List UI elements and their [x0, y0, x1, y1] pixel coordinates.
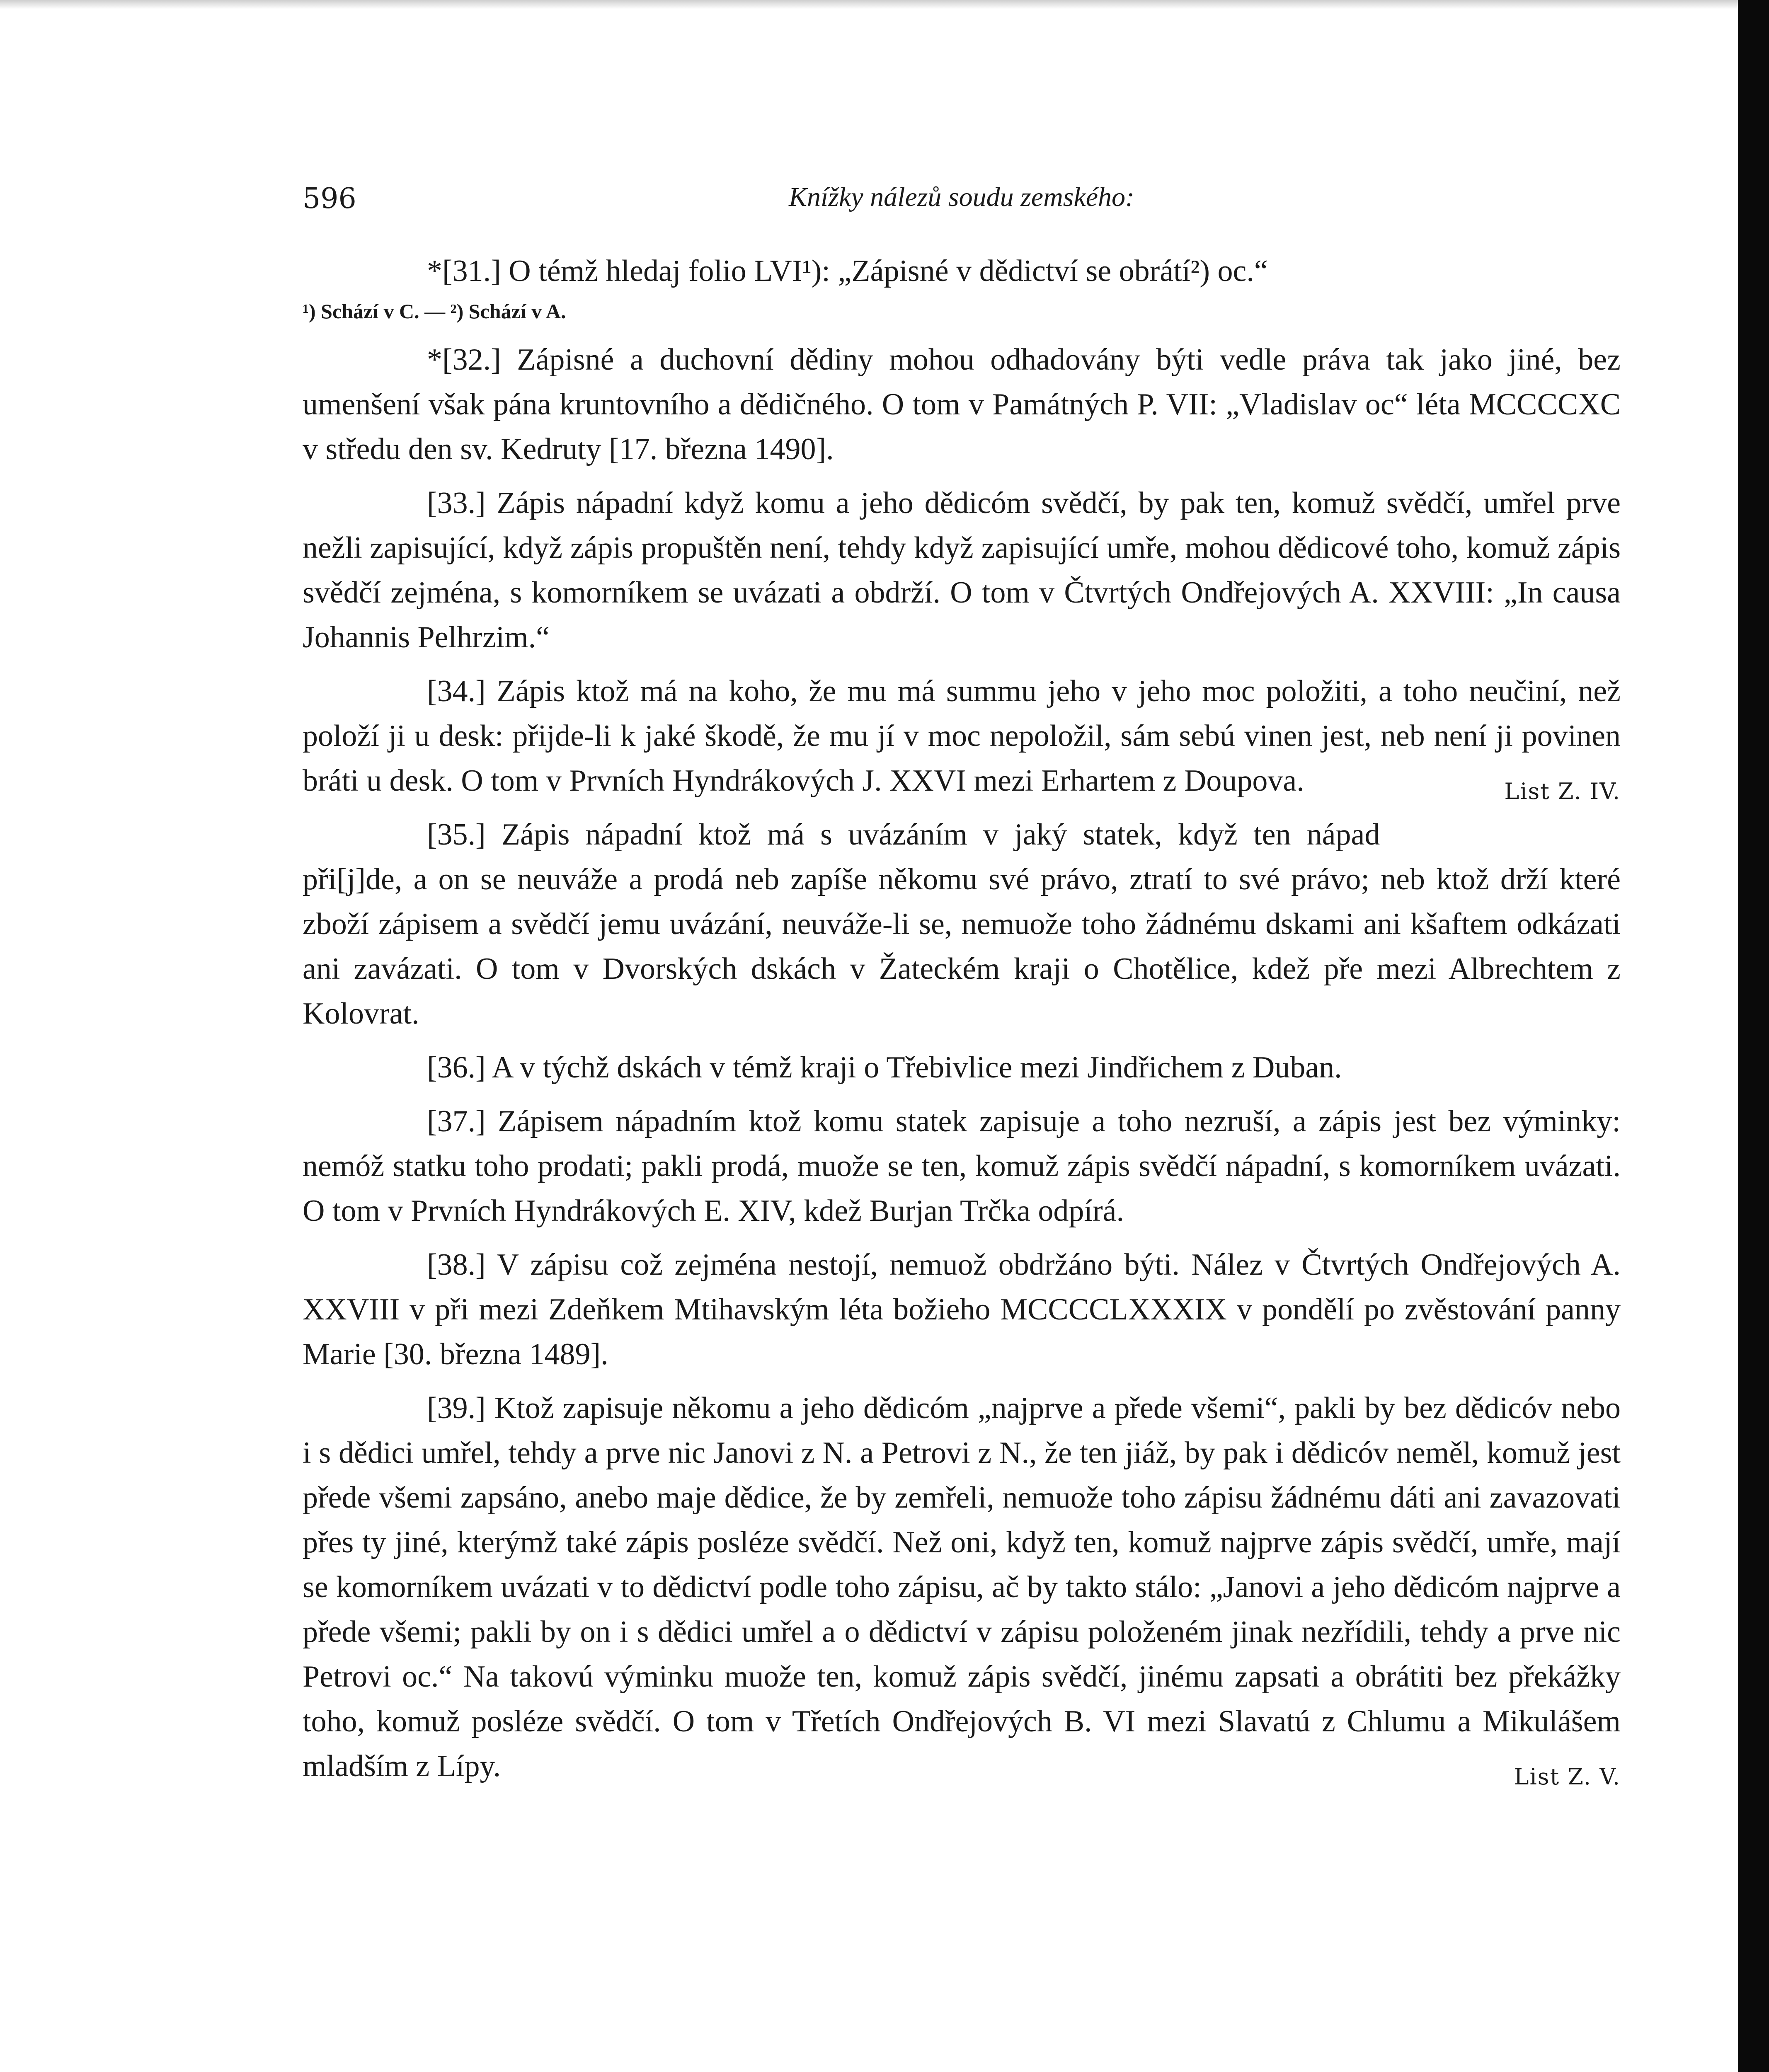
paragraph-39: [39.] Ktož zapisuje někomu a jeho dědicóm „najprve a přede všemi“, pakli by bez dědicóv nebo i s dědici umřel, tehdy a prve nic Janovi z N. a Petrovi z N., že ten jiáž, by pak i dědicóv neměl, komuž jest přede všemi zapsáno, anebo maje dědice, že by zemřeli, nemuože toho zápisu žádnému dáti ani zavazovati přes ty jiné, kterýmž také zápis posléze svědčí. Než oni, když ten, komuž najprve zápis svědčí, umře, mají se komorníkem uvázati v to dědictví podle toho zápisu, ač by takto stálo: „Janovi a jeho dědicóm najprve a přede všemi; pakli by on i s dědici umřel a o dědictví v zápisu položeném jinak nezřídili, tehdy a prve nic Petrovi oc.“ Na takovú výminku muože ten, komuž zápis svědčí, jinému zapsati a obrátiti bez překážky toho, komuž posléze svědčí. O tom v Třetích Ondřejových B. VI mezi Slavatú z Chlumu a Mikulášem mladším z Lípy. [303, 1391, 1621, 1783]
page-header [303, 174, 1621, 220]
paragraph-36: [36.] A v týchž dskách v témž kraji o Třebivlice mezi Jindřichem z Duban. [427, 1051, 1342, 1084]
running-title: Knížky nálezů soudu zemského: [788, 182, 1135, 212]
paragraph-37: [37.] Zápisem nápadním ktož komu statek zapisuje a toho nezruší, a zápis jest bez výminky: nemóž statku toho prodati; pakli prodá, muože se ten, komuž zápis svědčí nápadní, s komorníkem uvázati. O tom v Prvních Hyndrákových E. XIV, kdež Burjan Trčka odpírá. [303, 1104, 1621, 1228]
marginal-note-list-z-v: List Z. V. [1514, 1764, 1621, 1790]
paragraph-34: [34.] Zápis ktož má na koho, že mu má summu jeho v jeho moc položiti, a toho neučiní, než položí ji u desk: přijde-li k jaké škodě, že mu jí v moc nepoložil, sám sebú vinen jest, neb není ji povinen bráti u desk. O tom v Prvních Hyndrákových J. XXVI mezi Erhartem z Doupova. [303, 674, 1621, 798]
paragraph-31: *[31.] O témž hledaj folio LVI¹): „Zápisné v dědictví se obrátí²) oc.“ [427, 254, 1268, 288]
paragraph-33: [33.] Zápis nápadní když komu a jeho dědicóm svědčí, by pak ten, komuž svědčí, umřel prve nežli zapisující, když zápis propuštěn není, tehdy když zapisující umře, mohou dědicové toho, komuž zápis svědčí zejména, s komorníkem se uvázati a obdrží. O tom v Čtvrtých Ondřejových A. XXVIII: „In causa Johannis Pelhrzim.“ [303, 486, 1621, 654]
page-body [303, 249, 1621, 1799]
scan-top-edge [0, 0, 1769, 9]
footnote: ¹) Schází v C. — ²) Schází v A. [303, 300, 566, 323]
paragraph-34-container [303, 669, 1621, 803]
paragraph-38: [38.] V zápisu což zejména nestojí, nemuož obdržáno býti. Nález v Čtvrtých Ondřejových A. XXVIII v při mezi Zdeňkem Mtihavským léta božieho MCCCCLXXXIX v pondělí po zvěstování panny Marie [30. března 1489]. [303, 1248, 1621, 1371]
marginal-note-list-z-iv: List Z. IV. [1504, 778, 1621, 804]
paragraph-39-container [303, 1386, 1621, 1789]
page-number: 596 [303, 182, 356, 215]
paragraph-32: *[32.] Zápisné a duchovní dědiny mohou odhadovány býti vedle práva tak jako jiné, bez umenšení však pána kruntovního a dědičného. O tom v Památných P. VII: „Vladislav oc“ léta MCCCCXC v středu den sv. Kedruty [17. března 1490]. [303, 343, 1621, 466]
paragraph-35: [35.] Zápis nápadní ktož má s uvázáním v jaký statek, když ten nápad při[j]de, a on se neuváže a prodá neb zapíše někomu své právo, ztratí to své právo; neb ktož drží které zboží zápisem a svědčí jemu uvázání, neuváže-li se, nemuože toho žádnému dskami ani kšaftem odkázati ani zavázati. O tom v Dvorských dskách v Žateckém kraji o Chotělice, kdež pře mezi Albrechtem z Kolovrat. [303, 818, 1621, 1031]
scan-right-edge [1738, 0, 1769, 2072]
